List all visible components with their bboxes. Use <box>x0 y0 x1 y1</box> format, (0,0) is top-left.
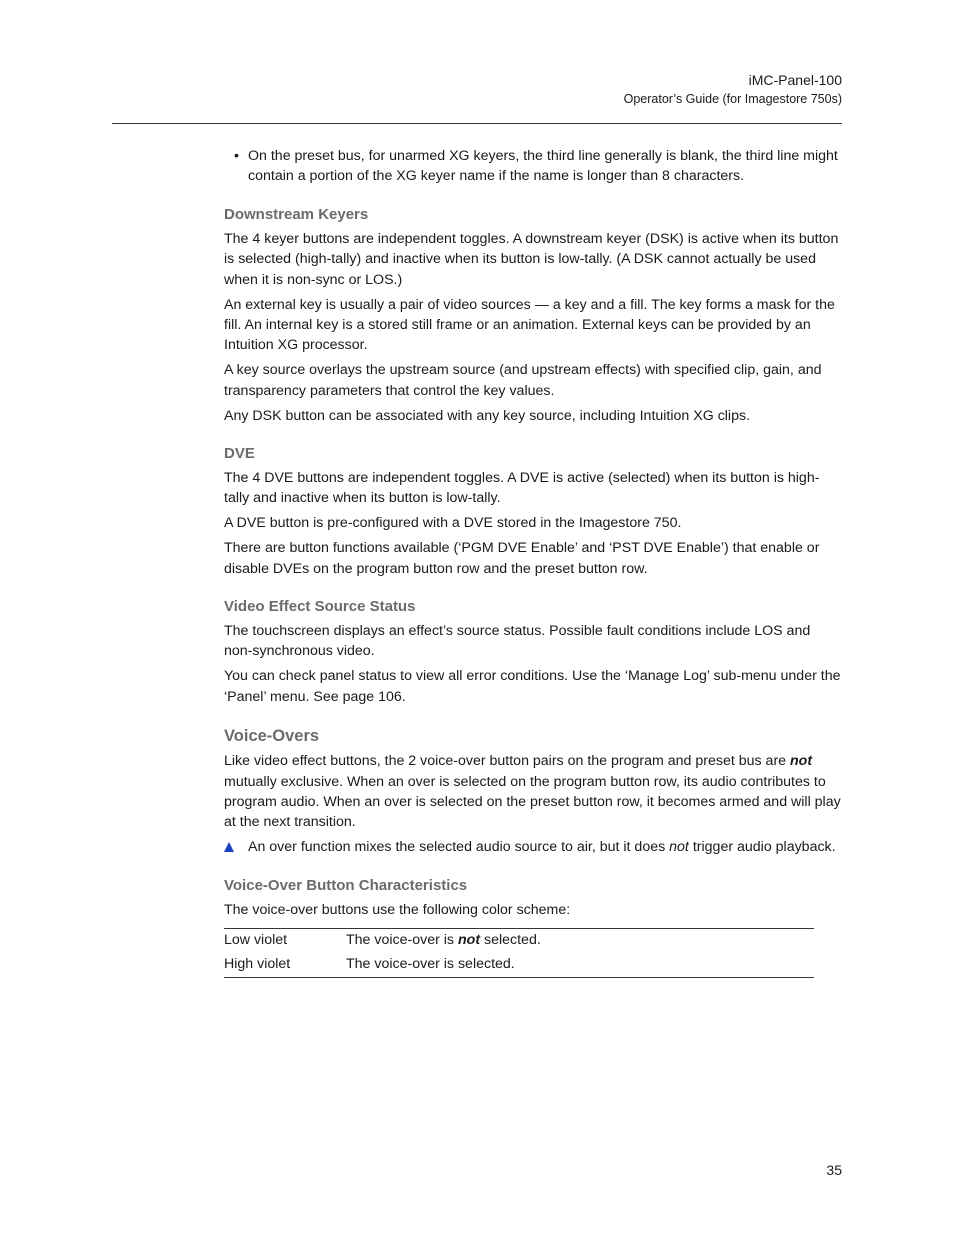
text-run: selected. <box>484 932 541 949</box>
paragraph: An external key is usually a pair of video sources — a key and a fill. The key forms a mask for the fill. An internal key is a stored still frame or an animation. External keys can be provided by an Intuition XG processor. <box>224 296 835 354</box>
guide-title: Operator’s Guide (for Imagestore 750s) <box>623 92 842 106</box>
color-cell: Low violet <box>224 932 288 949</box>
paragraph: A key source overlays the upstream source (and upstream effects) with specified clip, gain, and transparency parameters that control the key values. <box>224 362 822 399</box>
paragraph: The 4 DVE buttons are independent toggles. A DVE is active (selected) when its button is high-tally and inactive when its button is low-tally. <box>224 469 820 507</box>
description-cell <box>346 929 814 954</box>
warning-triangle-icon <box>224 842 234 852</box>
text-run: An over function mixes the selected audio source to air, but it does <box>248 839 666 856</box>
text-run: mutually exclusive. When an over is selected on the program button row, its audio contributes to program audio. When an over is selected on the preset button row, it becomes armed and will play at the next transition. <box>224 773 841 831</box>
paragraph-voice-overs <box>224 751 842 833</box>
emphasis-not: not <box>790 753 813 770</box>
paragraph: You can check panel status to view all error conditions. Use the ‘Manage Log’ sub-menu under the ‘Panel’ menu. See page 106. <box>224 668 841 705</box>
bullet-dot: • <box>234 148 239 164</box>
table-row <box>224 953 814 978</box>
heading-downstream-keyers: Downstream Keyers <box>224 205 369 223</box>
header-rule <box>112 123 842 124</box>
emphasis-not: not <box>457 932 481 949</box>
text-run: Like video effect buttons, the 2 voice-over button pairs on the program and preset bus are <box>224 753 787 770</box>
table-row <box>224 929 814 954</box>
paragraph: The voice-over buttons use the following color scheme: <box>224 901 571 918</box>
note <box>224 837 842 857</box>
paragraph: There are button functions available (‘PGM DVE Enable’ and ‘PST DVE Enable’) that enable or disable DVEs on the program button row and the preset button row. <box>224 540 820 577</box>
page-content <box>224 146 842 978</box>
text-run: The voice-over is <box>346 932 455 949</box>
paragraph: Any DSK button can be associated with any key source, including Intuition XG clips. <box>224 407 751 424</box>
running-header <box>624 70 842 108</box>
paragraph: A DVE button is pre-configured with a DVE stored in the Imagestore 750. <box>224 515 682 532</box>
intro-bullet <box>224 146 842 187</box>
heading-video-effect-source-status: Video Effect Source Status <box>224 598 416 615</box>
color-scheme-table <box>224 928 814 978</box>
product-name: iMC-Panel-100 <box>748 72 842 88</box>
color-cell: High violet <box>224 956 291 973</box>
paragraph: The 4 keyer buttons are independent toggles. A downstream keyer (DSK) is active when its button is selected (high-tally) and inactive when its button is low-tally. (A DSK cannot actually be used when it is non-sync or LOS.) <box>224 230 839 288</box>
description-cell: The voice-over is selected. <box>346 956 515 973</box>
heading-voice-over-button-characteristics: Voice-Over Button Characteristics <box>224 876 468 894</box>
emphasis-not: not <box>669 839 689 856</box>
heading-voice-overs: Voice-Overs <box>224 727 320 746</box>
text-run: trigger audio playback. <box>692 839 836 856</box>
page-number: 35 <box>826 1162 842 1178</box>
heading-dve: DVE <box>224 444 255 462</box>
paragraph: The touchscreen displays an effect’s source status. Possible fault conditions include LOS and non-synchronous video. <box>224 623 811 660</box>
bullet-text: On the preset bus, for unarmed XG keyers, the third line generally is blank, the third line might contain a portion of the XG keyer name if the name is longer than 8 characters. <box>248 148 838 185</box>
